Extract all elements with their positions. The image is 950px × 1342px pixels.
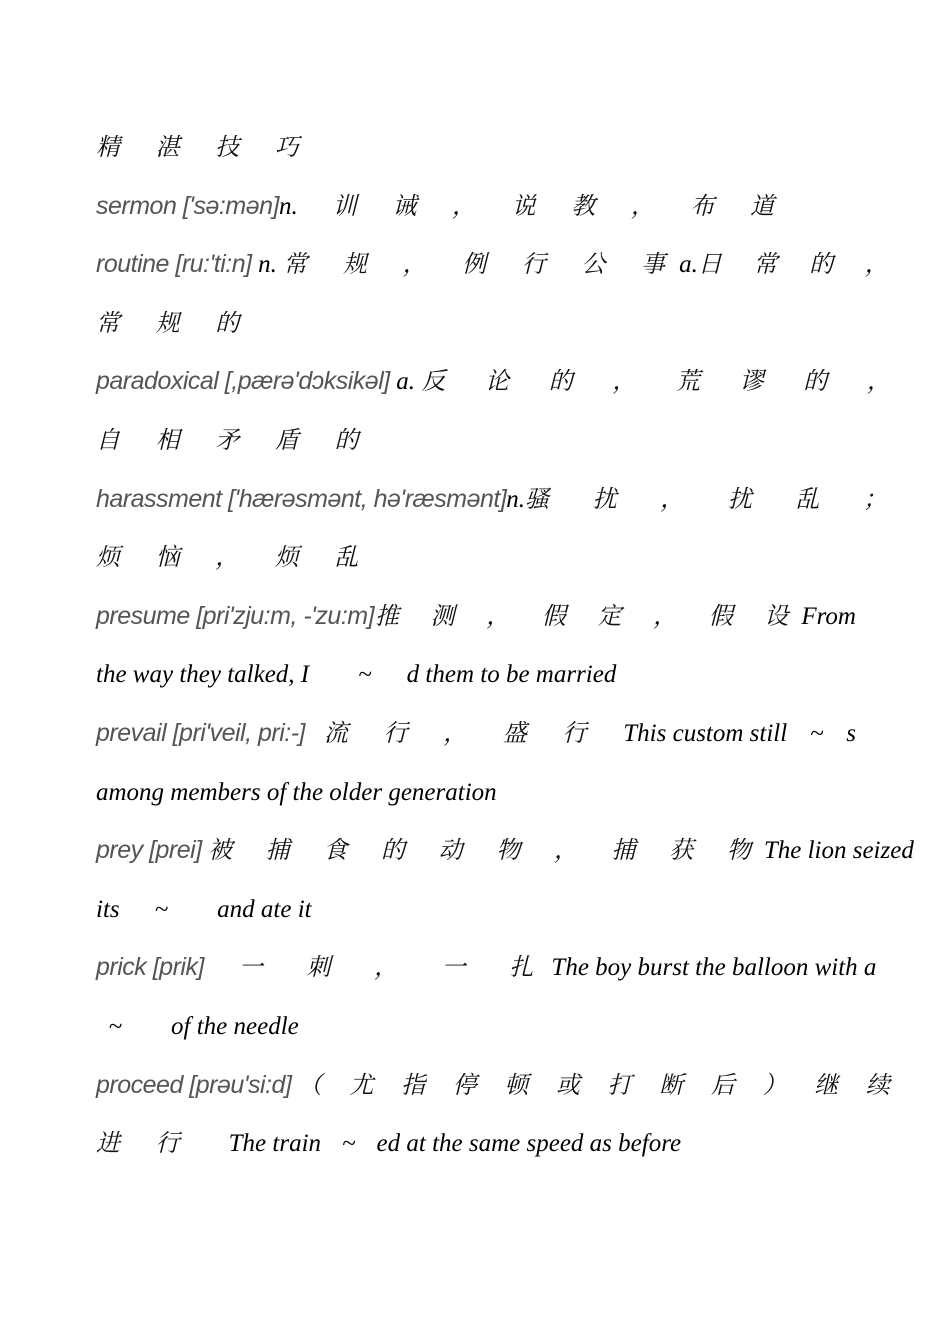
meaning-prick: 一 刺 ， 一 扎 — [238, 953, 552, 982]
example-proceed-b: ed at the same speed as before — [376, 1130, 682, 1158]
headword-prick: prick [prik] — [96, 953, 204, 982]
example-prevail-cont: among members of the older generation — [96, 778, 497, 806]
headword-prey: prey [prei] — [96, 836, 202, 865]
example-prick-start: The boy burst the balloon with a — [551, 954, 877, 982]
meaning-paradoxical: 反 论 的 ， 荒 谬 的 ， — [421, 367, 907, 396]
meaning-sermon: 训 诫 ， 说 教 ， 布 道 — [332, 191, 789, 220]
example-presume-a: the way they talked, I — [96, 661, 310, 689]
pos-routine-noun: n. — [258, 251, 277, 279]
meaning-routine-adj: 日 常 的 ， — [697, 250, 901, 279]
entry-harassment-cont — [96, 528, 856, 587]
tilde-prick: ~ — [108, 1012, 123, 1040]
tilde-proceed: ~ — [342, 1130, 356, 1158]
entry-proceed — [96, 1056, 900, 1115]
example-prey-b: and ate it — [217, 895, 312, 923]
example-prevail-b: s — [846, 719, 856, 747]
example-presume-b: d them to be married — [406, 661, 617, 689]
headword-sermon: sermon ['sə:mən] — [96, 191, 279, 220]
tilde-prevail: ~ — [809, 719, 824, 747]
headword-paradoxical: paradoxical [,pærə'dɔksikəl] — [96, 367, 390, 396]
entry-routine-cont — [96, 294, 856, 353]
meaning-prey: 被 捕 食 的 动 物 ， 捕 获 物 — [208, 836, 764, 865]
pos-paradoxical: a. — [396, 368, 415, 396]
meaning-harassment-cont: 烦 恼 ， 烦 乱 — [96, 543, 373, 572]
meaning-prevail: 流 行 ， 盛 行 — [324, 718, 601, 747]
headword-routine: routine [ru:'ti:n] — [96, 250, 252, 279]
entry-prey-cont — [96, 880, 856, 939]
example-presume-start: From — [801, 602, 856, 630]
entry-prey — [96, 821, 914, 880]
headword-harassment: harassment ['hærəsmənt, hə'ræsmənt] — [96, 484, 507, 513]
example-prevail-a: This custom still — [623, 719, 788, 747]
heading-text: 精 湛 技 巧 — [96, 133, 313, 161]
pos-harassment: n. — [506, 485, 526, 513]
entry-paradoxical — [96, 352, 907, 411]
entry-presume — [96, 587, 856, 646]
example-proceed-a: The train — [228, 1130, 322, 1158]
entry-prevail-cont — [96, 763, 856, 822]
headword-prevail: prevail [pri'veil, pri:-] — [96, 718, 305, 747]
entry-presume-cont — [96, 645, 856, 704]
meaning-proceed: （ 尤 指 停 顿 或 打 断 后 ） 继 续 — [297, 1070, 900, 1099]
entry-paradoxical-cont — [96, 411, 856, 470]
entry-prick-cont — [96, 997, 856, 1056]
entry-prevail — [96, 704, 856, 763]
meaning-paradoxical-cont: 自 相 矛 盾 的 — [96, 425, 373, 454]
entry-proceed-cont — [96, 1114, 856, 1173]
pos-sermon: n. — [278, 192, 298, 220]
example-prick-cont: of the needle — [171, 1012, 299, 1040]
example-prey-a: its — [96, 895, 120, 923]
meaning-routine-adj-cont: 常 规 的 — [96, 308, 254, 337]
meaning-presume: 推 测 ， 假 定 ， 假 设 — [375, 601, 801, 630]
meaning-routine-noun: 常 规 ， 例 行 公 事 — [283, 250, 680, 279]
tilde-prey: ~ — [154, 895, 169, 923]
meaning-proceed-cont: 进 行 — [96, 1129, 194, 1158]
entry-routine — [96, 235, 901, 294]
headword-proceed: proceed [prəu'si:d] — [96, 1070, 292, 1099]
entry-prick — [96, 938, 877, 997]
tilde-presume: ~ — [358, 661, 372, 689]
entry-harassment — [96, 470, 906, 529]
heading-line — [96, 118, 856, 177]
document-page — [96, 118, 914, 1173]
meaning-harassment: 骚 扰 ， 扰 乱 ； — [525, 484, 906, 513]
example-prey-start: The lion seized — [763, 837, 914, 865]
entry-sermon — [96, 177, 856, 236]
headword-presume: presume [pri'zju:m, -'zu:m] — [96, 601, 375, 630]
pos-routine-adj: a. — [679, 251, 698, 279]
